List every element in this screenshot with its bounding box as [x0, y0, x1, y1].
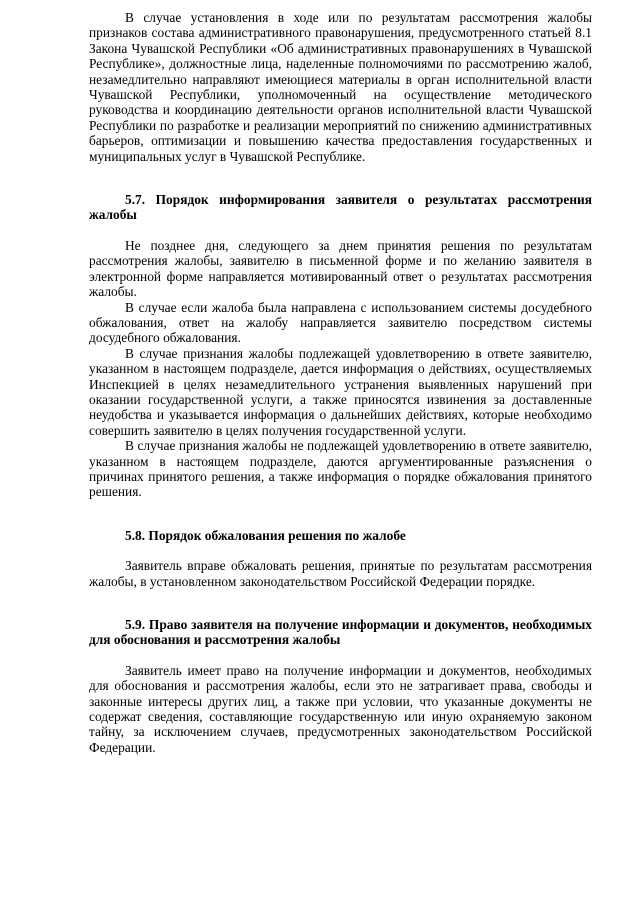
paragraph-5-7-4: В случае признания жалобы не подлежащей удовлетворению в ответе заявителю, указанном в настоящем подразделе, даются аргументированные разъяснения о причинах принятого решения, а также информация о порядке обжалования принятого решения. — [89, 438, 592, 500]
section-heading-5-9: 5.9. Право заявителя на получение информации и документов, необходимых для обоснования и рассмотрения жалобы — [89, 617, 592, 648]
paragraph-5-7-2: В случае если жалоба была направлена с использованием системы досудебного обжалования, ответ на жалобу направляется заявителю посредством системы досудебного обжалования. — [89, 299, 592, 346]
spacer — [89, 223, 592, 238]
spacer — [89, 164, 592, 192]
section-heading-5-8: 5.8. Порядок обжалования решения по жалобе — [125, 527, 406, 543]
spacer — [89, 589, 592, 617]
spacer — [89, 648, 592, 663]
spacer — [89, 500, 592, 528]
paragraph-5-7-3: В случае признания жалобы подлежащей удовлетворению в ответе заявителю, указанном в настоящем подразделе, дается информация о действиях, осуществляемых Инспекцией в целях незамедлительного устранения выявленных нарушений при оказании государственной услуги, а также приносятся извинения за доставленные неудобства и указывается информация о дальнейших действиях, которые необходимо совершить заявителю в целях получения государственной услуги. — [89, 345, 592, 438]
paragraph-intro: В случае установления в ходе или по результатам рассмотрения жалобы признаков состава административного правонарушения, предусмотренного статьей 8.1 Закона Чувашской Республики «Об административных правонарушениях в Чувашской Республике», должностные лица, наделенные полномочиями по рассмотрению жалоб, незамедлительно направляют имеющиеся материалы в орган исполнительной власти Чувашской Республики, уполномоченный на осуществление методического руководства и координацию деятельности органов исполнительной власти Чувашской Республики по разработке и реализации мероприятий по снижению административных барьеров, оптимизации и повышению качества предоставления государственных и муниципальных услуг в Чувашской Республике. — [89, 10, 592, 164]
section-heading-5-7: 5.7. Порядок информирования заявителя о результатах рассмотрения жалобы — [89, 192, 592, 223]
spacer — [89, 543, 592, 558]
paragraph-5-7-1: Не позднее дня, следующего за днем принятия решения по результатам рассмотрения жалобы, заявителю в письменной форме и по желанию заявителя в электронной форме направляется мотивированный ответ о результатах рассмотрения жалобы. — [89, 237, 592, 300]
paragraph-5-9-1: Заявитель имеет право на получение информации и документов, необходимых для обоснования и рассмотрения жалобы, если это не затрагивает права, свободы и законные интересы других лиц, а также при условии, что указанные документы не содержат сведения, составляющие государственную или иную охраняемую законом тайну, за исключением случаев, предусмотренных законодательством Российской Федерации. — [89, 662, 592, 755]
paragraph-5-8-1: Заявитель вправе обжаловать решения, принятые по результатам рассмотрения жалобы, в установленном законодательством Российской Федерации порядке. — [89, 558, 592, 589]
